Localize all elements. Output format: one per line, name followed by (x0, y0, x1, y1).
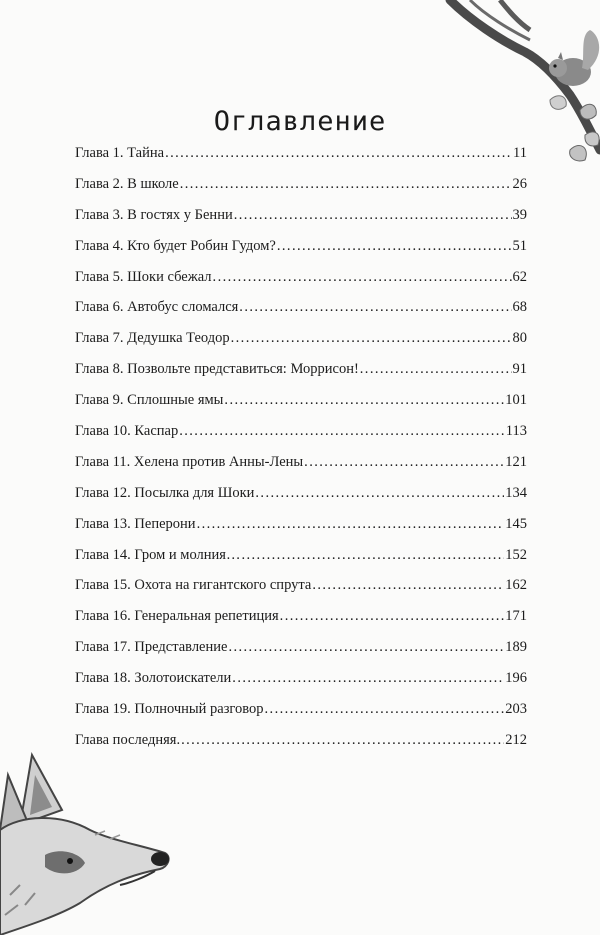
dot-leader (179, 416, 505, 447)
page-number: 196 (505, 670, 527, 687)
toc-entry (75, 169, 527, 200)
toc-entry (75, 262, 527, 293)
dot-leader (241, 540, 504, 571)
page-number: 101 (505, 392, 527, 409)
toc-entry (75, 200, 527, 231)
fox-illustration (0, 735, 175, 935)
dot-leader (360, 354, 512, 385)
chapter-title: Глава 9. Сплошные ямы (75, 392, 224, 409)
page-number: 39 (512, 206, 527, 223)
chapter-title: Глава 5. Шоки сбежал (75, 268, 212, 285)
toc-entry (75, 292, 527, 323)
toc-entry (75, 570, 527, 601)
page-number: 91 (512, 361, 527, 378)
page-number: 80 (512, 330, 527, 347)
chapter-title: Глава 1. Тайна (75, 145, 165, 161)
chapter-title: Глава 3. В гостях у Бенни (75, 206, 233, 223)
dot-leader (197, 509, 505, 540)
chapter-title: Глава 17. Представление (75, 639, 228, 656)
toc-entry (75, 323, 527, 354)
page-number: 212 (505, 731, 527, 748)
dot-leader (232, 663, 504, 694)
page-number: 171 (505, 608, 527, 625)
toc-entry (75, 354, 527, 385)
toc-entry (75, 478, 527, 509)
dot-leader (265, 694, 505, 725)
page-number: 189 (505, 639, 527, 656)
chapter-title: Глава 18. Золотоискатели (75, 670, 232, 687)
chapter-title: Глава 8. Позвольте представиться: Моррисон! (75, 361, 359, 378)
toc-entry (75, 509, 527, 540)
toc-entry (75, 663, 527, 694)
dot-leader (239, 292, 511, 323)
dot-leader (224, 385, 504, 416)
dot-leader (234, 200, 512, 231)
page-number: 68 (512, 299, 527, 316)
page-number: 11 (513, 145, 527, 161)
toc-entry (75, 138, 527, 169)
chapter-title: Глава 2. В школе (75, 175, 179, 192)
chapter-title: Глава 12. Посылка для Шоки (75, 484, 255, 501)
dot-leader (255, 478, 504, 509)
toc-entry (75, 447, 527, 478)
toc-entry (75, 540, 527, 571)
dot-leader (180, 169, 512, 200)
chapter-title: Глава 19. Полночный разговор (75, 701, 264, 718)
page-number: 121 (505, 453, 527, 470)
chapter-title: Глава 14. Гром и молния… (75, 546, 241, 563)
chapter-title: Глава 7. Дедушка Теодор (75, 330, 230, 347)
chapter-title: Глава последняя. (75, 731, 181, 748)
page-number: 51 (512, 237, 527, 254)
page-number: 62 (512, 268, 527, 285)
dot-leader (280, 601, 505, 632)
dot-leader (165, 138, 512, 169)
dot-leader (213, 262, 512, 293)
page-number: 145 (505, 515, 527, 532)
page-number: 162 (505, 577, 527, 594)
chapter-title: Глава 16. Генеральная репетиция (75, 608, 279, 625)
chapter-title: Глава 15. Охота на гигантского спрута (75, 577, 312, 594)
dot-leader (228, 632, 504, 663)
toc-entry (75, 416, 527, 447)
toc-entry (75, 385, 527, 416)
chapter-title: Глава 4. Кто будет Робин Гудом? (75, 237, 276, 254)
dot-leader (277, 231, 512, 262)
chapter-title: Глава 6. Автобус сломался (75, 299, 239, 316)
chapter-title: Глава 11. Хелена против Анны-Лены (75, 453, 304, 470)
toc-entry (75, 632, 527, 663)
page-title: Оглавление (213, 106, 387, 138)
chapter-title: Глава 10. Каспар (75, 423, 179, 440)
dot-leader (231, 323, 512, 354)
page-number: 152 (505, 546, 527, 563)
dot-leader (181, 725, 504, 756)
page-number: 203 (505, 701, 527, 718)
table-of-contents (75, 138, 527, 756)
dot-leader (312, 570, 504, 601)
page-number: 113 (505, 423, 527, 440)
page-number: 26 (512, 175, 527, 192)
page-number: 134 (505, 484, 527, 501)
dot-leader (304, 447, 504, 478)
toc-entry (75, 231, 527, 262)
chapter-title: Глава 13. Пеперони (75, 515, 196, 532)
toc-entry (75, 601, 527, 632)
toc-entry (75, 694, 527, 725)
